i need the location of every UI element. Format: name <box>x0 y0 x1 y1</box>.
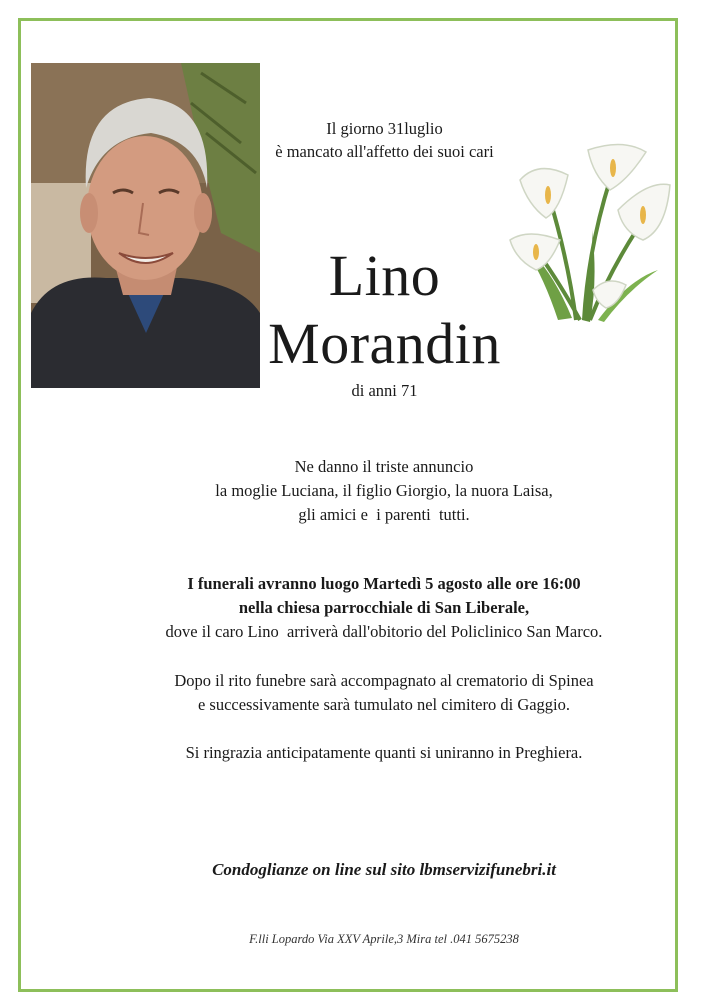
death-date-intro <box>262 117 507 163</box>
funeral-line-3: dove il caro Lino arriverà dall'obitorio del Policlinico San Marco. <box>165 622 603 641</box>
intro-line-2: è mancato all'affetto dei suoi cari <box>275 142 494 161</box>
deceased-last-name: Morandin <box>268 311 501 376</box>
announcement-block <box>60 455 707 527</box>
deceased-first-name: Lino <box>328 243 441 308</box>
announcement-line-2: la moglie Luciana, il figlio Giorgio, la nuora Laisa, <box>215 481 553 500</box>
intro-line-1: Il giorno 31luglio <box>326 119 443 138</box>
announcement-line-3: gli amici e i parenti tutti. <box>298 505 470 524</box>
rite-line-2: e successivamente sarà tumulato nel cimitero di Gaggio. <box>197 695 571 714</box>
condolences-link-text: Condoglianze on line sul sito lbmservizifunebri.it <box>212 860 556 879</box>
calla-lilies-illustration <box>498 140 683 330</box>
funeral-line-2: nella chiesa parrocchiale di San Liberale, <box>238 598 530 617</box>
announcement-line-1: Ne danno il triste annuncio <box>294 457 474 476</box>
rite-line-1: Dopo il rito funebre sarà accompagnato al crematorio di Spinea <box>174 671 594 690</box>
funeral-line-1: I funerali avranno luogo Martedì 5 agosto alle ore 16:00 <box>187 574 581 593</box>
rite-block <box>60 669 707 717</box>
funeral-home-footer: F.lli Lopardo Via XXV Aprile,3 Mira tel .041 5675238 <box>249 932 519 946</box>
portrait-photo <box>31 63 260 388</box>
deceased-age: di anni 71 <box>351 381 418 400</box>
thanks-text: Si ringrazia anticipatamente quanti si uniranno in Preghiera. <box>185 743 583 762</box>
funeral-details-block <box>60 572 707 644</box>
